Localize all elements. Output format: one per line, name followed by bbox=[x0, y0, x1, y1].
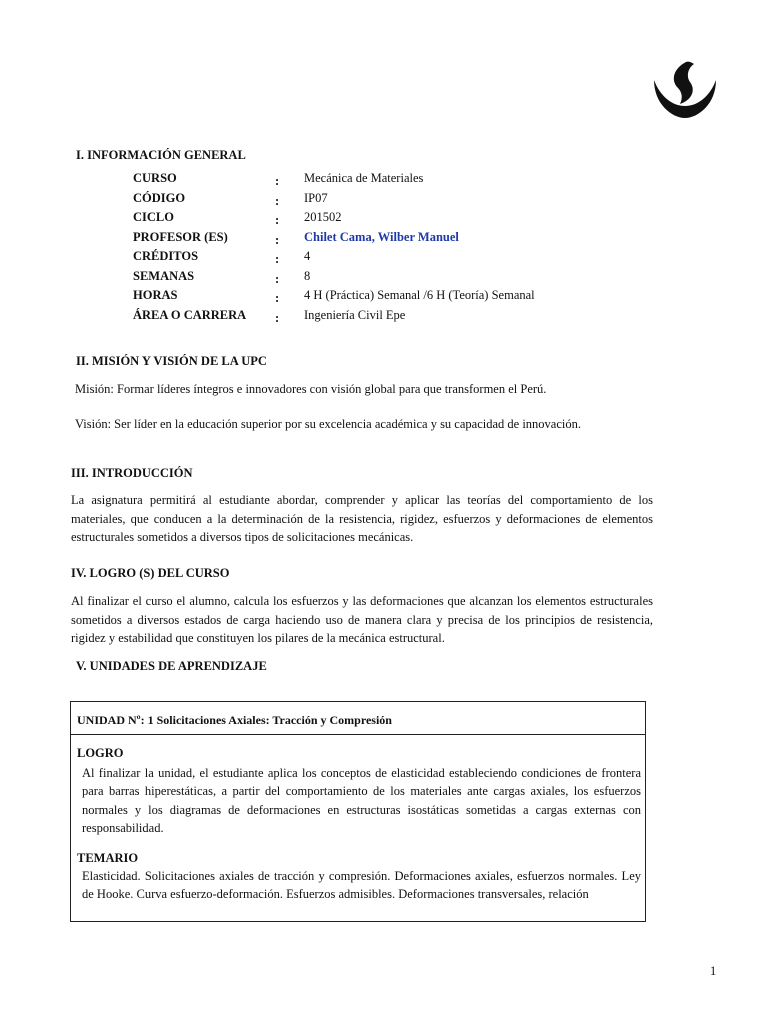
info-row-horas bbox=[133, 288, 693, 306]
info-value: 201502 bbox=[304, 210, 342, 224]
unidad-box bbox=[70, 701, 646, 922]
info-label: ÁREA O CARRERA bbox=[133, 308, 247, 322]
unidad-temario-label: TEMARIO bbox=[77, 851, 139, 865]
info-value: Mecánica de Materiales bbox=[304, 171, 424, 185]
section-title-logro: IV. LOGRO (S) DEL CURSO bbox=[71, 566, 230, 580]
section-title-info: I. INFORMACIÓN GENERAL bbox=[76, 148, 246, 162]
info-value: 4 bbox=[304, 249, 311, 263]
info-colon: : bbox=[275, 252, 280, 266]
info-colon: : bbox=[275, 291, 280, 305]
vision-text: Visión: Ser líder en la educación superior por su excelencia académica y su capacidad de innovación. bbox=[75, 417, 581, 431]
info-colon: : bbox=[275, 272, 280, 286]
section-title-mision: II. MISIÓN Y VISIÓN DE LA UPC bbox=[76, 354, 267, 368]
info-colon: : bbox=[275, 311, 280, 325]
info-label: CÓDIGO bbox=[133, 191, 186, 205]
info-row-codigo bbox=[133, 191, 693, 209]
unidad-temario-text: Elasticidad. Solicitaciones axiales de tracción y compresión. Deformaciones axiales, esfuerzos normales. Ley de Hooke. Curva esfuerzo-deformación. Esfuerzos admisibles. Deformaciones transversales, relación bbox=[82, 869, 641, 902]
info-colon: : bbox=[275, 194, 280, 208]
info-value: 4 H (Práctica) Semanal /6 H (Teoría) Semanal bbox=[304, 288, 535, 302]
info-colon: : bbox=[275, 233, 280, 247]
info-row-semanas bbox=[133, 269, 693, 287]
mision-text: Misión: Formar líderes íntegros e innovadores con visión global para que transformen el Perú. bbox=[75, 382, 547, 396]
info-label: HORAS bbox=[133, 288, 178, 302]
info-row-creditos bbox=[133, 249, 693, 267]
info-label: CICLO bbox=[133, 210, 174, 224]
info-row-profesor bbox=[133, 230, 693, 248]
info-label: SEMANAS bbox=[133, 269, 195, 283]
info-colon: : bbox=[275, 213, 280, 227]
logro-curso-text: Al finalizar el curso el alumno, calcula los esfuerzos y las deformaciones que alcanzan los elementos estructurales sometidos a diversos estados de carga haciendo uso de manera clara y precisa de los principios de resistencia, rigidez y estabilidad que constituyen los pilares de la mecánica estructural. bbox=[71, 594, 653, 645]
info-colon: : bbox=[275, 174, 280, 188]
info-label: CURSO bbox=[133, 171, 177, 185]
introduccion-text: La asignatura permitirá al estudiante abordar, comprender y aplicar las teorías del comportamiento de los materiales, que conducen a la determinación de la resistencia, rigidez, esfuerzos y deformaciones de elementos estructurales sometidos a diversos tipos de solicitaciones mecánicas. bbox=[71, 493, 653, 544]
info-row-ciclo bbox=[133, 210, 693, 228]
section-title-introduccion: III. INTRODUCCIÓN bbox=[71, 466, 193, 480]
section-title-unidades: V. UNIDADES DE APRENDIZAJE bbox=[76, 659, 267, 673]
info-row-curso bbox=[133, 171, 693, 189]
unidad-header-text: UNIDAD Nº: 1 Solicitaciones Axiales: Tracción y Compresión bbox=[77, 713, 392, 727]
info-value: 8 bbox=[304, 269, 311, 283]
unidad-header bbox=[71, 702, 645, 735]
info-value: Ingeniería Civil Epe bbox=[304, 308, 406, 322]
info-label: PROFESOR (ES) bbox=[133, 230, 228, 244]
unidad-logro-label: LOGRO bbox=[77, 746, 124, 760]
page-number: 1 bbox=[710, 964, 717, 978]
info-label: CRÉDITOS bbox=[133, 249, 199, 263]
profesor-link[interactable]: Chilet Cama, Wilber Manuel bbox=[304, 230, 459, 244]
info-row-area bbox=[133, 308, 693, 326]
info-value: IP07 bbox=[304, 191, 328, 205]
upc-flame-logo-icon bbox=[650, 58, 720, 120]
unidad-logro-text: Al finalizar la unidad, el estudiante aplica los conceptos de elasticidad estableciendo condiciones de frontera para barras hiperestáticas, a partir del comportamiento de los materiales ante cargas axiales, los esfuerzos normales y los diagramas de deformaciones en estructuras isostáticas sometidas a cargas externas con responsabilidad. bbox=[82, 766, 641, 835]
